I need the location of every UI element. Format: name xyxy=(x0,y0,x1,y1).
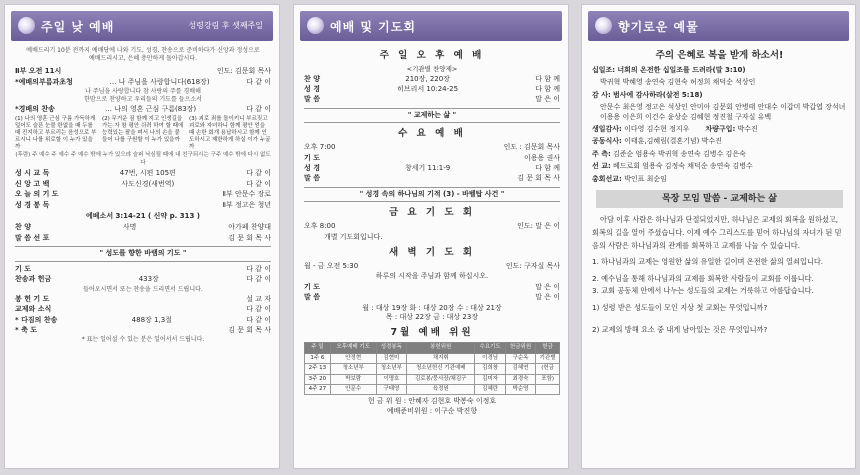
weekly-row: 주 측: 김준순 엄용숙 박귀혁 송연숙 김병수 김은숙 xyxy=(592,149,746,158)
question-item: 2) 교제의 방해 요소 중 내게 남아있는 것은 무엇입니까? xyxy=(592,325,768,335)
order-of-worship-panel xyxy=(4,4,280,469)
tithe-names: 박귀혁 박혜영 송연숙 김현숙 허정희 채덕순 석상인 xyxy=(600,78,756,87)
table-row: 1주 6 안정현 김현미 채지휘 이경님 구순옥 기관별 xyxy=(305,353,560,363)
sermon-row: 말 씀 선 포 김 문 회 목 사 xyxy=(15,233,271,242)
hymn-verse: (2) 무거운 짐 함께 지고 인생길을 가는 자 참 평안 쉬려 하여 할 때에 능력있는 팔을 펴서 나의 손을 붙들어 나를 구원할 이 누가 있을까 xyxy=(102,115,184,144)
afternoon-sermon-row: 말 씀 말 은 이 xyxy=(304,95,560,104)
small-group-intro: 아담 이후 사람은 하나님과 단절되었지만, 하나님은 교제의 회복을 원하셨고, 회복의 길을 열어 주셨습니다. 이제 예수 그리스도를 믿어 하나님의 자녀가 된 믿음의 사람은 하나님과의 관계를 회복하고 교제를 나눌 수 있습니다. xyxy=(592,215,842,250)
fri-time-row: 오후 8:00 인도: 말 은 이 xyxy=(304,222,560,231)
thanks-names: 안문수 최은영 정고은 석상인 안미아 김문회 안병태 안대수 이갑미 박갑엽 장석녀 이용용 이은희 이건수 윤상순 김혜현 정진철 구자실 유백 xyxy=(600,103,846,121)
hymn-lyric: 나 주님을 사랑합니다 참 사랑의 주를 경배해 xyxy=(85,88,201,96)
panel-title: 주일 낮 예배 xyxy=(41,20,115,34)
standing-note: * 표는 일어설 수 있는 분은 일어서서 드립니다. xyxy=(81,336,205,344)
offering-committee: 헌 금 위 원 : 안혜자 김현호 박봉숙 이정호 xyxy=(367,397,497,406)
hymn-verse: (3) 괴로 죄를 돌이키니 부르짖고 괴로와 자녀하니 함께 평안 얻을 때 손한 회개 용납하시고 함께 인도하시고 제한하게 하실 이가 누굴까 xyxy=(189,115,271,151)
section-subtitle: <기관별 찬양제> xyxy=(406,64,458,73)
wed-sermon-row: 말 씀 김 문 회 목 사 xyxy=(304,174,560,183)
dawn-readings: 월 : 대상 19장 화 : 대상 20장 수 : 대상 21장 xyxy=(362,303,502,312)
panel-header xyxy=(11,11,273,41)
hymn-lyric: 한맘으로 찬양하고 우리들의 기도를 들으소서 xyxy=(84,96,202,104)
panel-title: 예배 및 기도회 xyxy=(330,20,416,34)
wed-scripture-row: 성 경 창세기 11:1-9 다 함 께 xyxy=(304,164,560,173)
question-item: 1) 성령 받은 성도들이 모인 지상 첫 교회는 무엇입니까? xyxy=(592,302,768,312)
prep-committee: 예배준비위원 : 이구순 박진향 xyxy=(386,406,478,415)
table-row: 3주 20 박보람 이명호 김로봉/뭉사장/채김구 김미자 최경숙 포함) xyxy=(305,374,560,384)
sermon-title: " 교제하는 삶 " xyxy=(304,108,560,123)
sermon-title: " 성경 속의 하나님의 기적 (3) - 바벨탑 사건 " xyxy=(304,187,560,202)
dawn-readings: 목 : 대상 22장 금 : 대상 23장 xyxy=(385,313,479,322)
hymn-verses xyxy=(15,116,271,152)
offerings-panel xyxy=(581,4,856,469)
section-title: 금 요 기 도 회 xyxy=(388,207,476,219)
afternoon-hymn-row: 찬 양 210장, 220장 다 함 께 xyxy=(304,74,560,83)
mission-row: 선 교: 베드로회 엄용숙 김정숙 채덕순 송연숙 김병수 xyxy=(592,162,753,171)
scripture-row: 성 경 봉 독 Ⅱ부 정고은 청년 xyxy=(15,200,271,209)
scripture-reference: 에베소서 3:14-21 ( 신약 p. 313 ) xyxy=(86,211,200,220)
panel-header xyxy=(588,11,849,41)
meal-row: 공동식사: 이태훈,김혜림(결혼기념) 박수진 xyxy=(592,137,722,146)
section-title: 주의 은혜로 복을 받게 하소서! xyxy=(655,50,784,61)
section-title: 새 벽 기 도 회 xyxy=(388,247,476,259)
benediction-row: * 축 도 김 문 회 목 사 xyxy=(15,326,271,335)
panel-title: 향기로운 예물 xyxy=(618,20,699,34)
birthday-row: 생일감사: 이다영 김수현 정지우 차량구입: 박수진 xyxy=(592,125,758,133)
prayer-row: 오 늘 의 기 도 Ⅱ부 안문수 장로 xyxy=(15,190,271,199)
table-row: 2주 13 청소년부 청소년부 청소년헌신 기관예배 김희창 김혜연 (헌금 xyxy=(305,364,560,374)
table-row: 4주 27 안문수 구태영 육정원 김혜란 박순영 xyxy=(305,384,560,394)
choir-row: 찬 양 사명 아가페 찬양대 xyxy=(15,223,271,232)
closing-hymn-row: * 다짐의 찬송 488장 1,3절 다 같 이 xyxy=(15,315,271,324)
tithe-row: 십일조: 너희의 온전한 십일조를 드려라(말 3:10) xyxy=(592,65,746,74)
section-title: 주 일 오 후 예 배 xyxy=(379,50,485,61)
header-bullet-icon xyxy=(307,17,324,34)
prayer2-row: 기 도 다 같 이 xyxy=(15,264,271,273)
header-bullet-icon xyxy=(18,17,35,34)
dawn-time-row: 월 - 금 오전 5:30 인도: 구자실 목사 xyxy=(304,261,560,270)
fri-note: 개별 기도회입니다. xyxy=(324,232,383,241)
hymn-refrain: (후렴) 주 예수 주 예수 주 예수 밖에 누가 있으랴 슬퍼 낙심될 때에 내 친구되시는 구주 예수 밖에 다시 없도다 xyxy=(15,152,271,166)
dawn-prayer-row: 기 도 말 은 이 xyxy=(304,282,560,291)
thanks-row: 감 사: 범사에 감사하라(살전 5:18) xyxy=(592,90,703,99)
hymn-verse: (1) 나의 영혼 근심 구름 가득하게 덮어도 슬픈 눈물 한없을 때 두를 때 진지하고 부르리는 음성으로 부르시니 나를 위로할 이 누가 있을까 xyxy=(15,115,97,151)
dawn-note: 하루의 시작을 주님과 함께 하십시오. xyxy=(375,272,489,281)
services-panel xyxy=(293,4,569,469)
general-mission-row: 총회선교: 박인표 최순임 xyxy=(592,174,667,183)
intro-text: 예배드리기 10분 전까지 예배당에 나와 기도, 성경, 찬송으로 준비하다가 신앙과 정성으로 예배드리시고, 은혜 충만하게 돌아갑시다. xyxy=(26,47,260,63)
point-item: 1. 하나님과의 교제는 영원한 삶의 유일한 길이며 온전한 삶의 열쇠입니다. xyxy=(592,257,824,267)
dawn-sermon-row: 말 씀 말 은 이 xyxy=(304,293,560,302)
panel-subtitle: 성령강림 후 셋째주일 xyxy=(188,21,263,30)
afternoon-scripture-row: 성 경 히브리서 10:24-25 다 함 께 xyxy=(304,85,560,94)
small-group-title: 목장 모임 말씀 - 교제하는 삶 xyxy=(596,190,843,208)
panel-header xyxy=(300,11,562,41)
wed-prayer-row: 기 도 이용용 권사 xyxy=(304,153,560,162)
offering-prayer-row: 봉 헌 기 도 설 교 자 xyxy=(15,294,271,303)
wed-time-row: 오후 7:00 인도 : 김문회 목사 xyxy=(304,143,560,152)
point-item: 3. 교회 공동체 안에서 나누는 성도들의 교제는 거룩하고 아름답습니다. xyxy=(592,286,814,296)
creed-row: 신 앙 고 백 사도신경(새번역) 다 같 이 xyxy=(15,179,271,188)
psalm-row: 성 시 교 독 47번, 시편 105편 다 같 이 xyxy=(15,169,271,178)
call-to-worship-row: *예배의부름과초청 … 나 주님을 사랑합니다(618장) 다 같 이 xyxy=(15,77,271,86)
point-item: 2. 예수님을 통해 하나님과의 교제를 회복한 사람들이 교회를 이룹니다. xyxy=(592,273,814,283)
section-title: 수 요 예 배 xyxy=(398,128,466,140)
offering-row: 찬송과 헌금 433장 다 같 이 xyxy=(15,275,271,284)
sermon-title: " 성도를 향한 바램의 기도 " xyxy=(15,246,271,261)
section-title: 7월 예배 위원 xyxy=(390,327,474,339)
hymn-row: *경배의 찬송 … 나의 영혼 근심 구름(83장) 다 같 이 xyxy=(15,105,271,114)
service-time-row: Ⅱ부 오전 11시 인도: 김문회 목사 xyxy=(15,67,271,76)
fellowship-row: 교제와 소식 다 같 이 xyxy=(15,305,271,314)
header-bullet-icon xyxy=(595,17,612,34)
committee-table: 주 일 오후예배 기도 성경봉독 봉헌위원 수요기도 헌금위원 헌금 1주 6 안정현 김현미 채지휘 이경님 구순옥 기관별 2주 13 청소년부 청소년부 청소년헌신 기관예배 김희창 김혜연 (헌금 3주 20 박보람 이명호 김로봉/뭉사장/채김구 김미자 최경숙 포함) 4주 27 안문수 구태영 육정원 김혜란 박순영 xyxy=(304,342,560,395)
offering-note: 들어오시면서 또는 찬송을 드리면서 드립니다. xyxy=(83,285,203,293)
